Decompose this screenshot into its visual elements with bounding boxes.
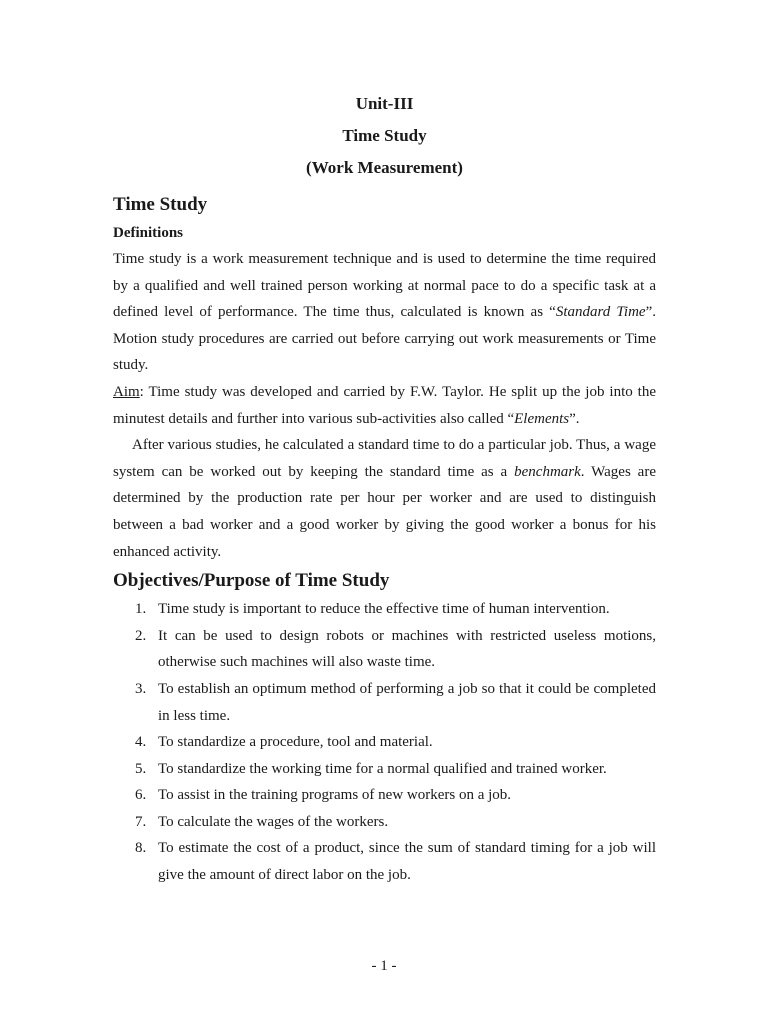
objectives-list [113, 596, 656, 889]
list-item: 1. Time study is important to reduce the effective time of human intervention. [135, 601, 610, 618]
section-heading-objectives: Objectives/Purpose of Time Study [113, 570, 390, 592]
list-item: 4. To standardize a procedure, tool and material. [135, 734, 433, 751]
subheading-definitions: Definitions [113, 225, 184, 241]
definition-paragraph: Time study is a work measurement technique and is used to determine the time required by a qualified and well trained person working at normal pace to do a specific task at a defined level of performance. The time thus, calculated is known as “Standard Time”. Motion study procedures are carried out before carrying out work measurements or Time study. [113, 251, 656, 374]
elements-term: Elements [514, 410, 570, 427]
aim-paragraph: Aim: Time study was developed and carried by F.W. Taylor. He split up the job into the minutest details and further into various sub-activities also called “Elements”. [113, 383, 656, 427]
wage-paragraph: After various studies, he calculated a standard time to do a particular job. Thus, a wage system can be worked out by keeping the standard time as a benchmark. Wages are determined by the production rate per hour per worker and are used to distinguish between a bad worker and a good worker by giving the good worker a bonus for his enhanced activity. [113, 437, 656, 560]
list-item: 6. To assist in the training programs of new workers on a job. [135, 787, 512, 804]
aim-label: Aim [113, 383, 140, 400]
standard-time-term: Standard Time [555, 304, 646, 321]
document-subtitle: (Work Measurement) [306, 158, 463, 177]
document-page [113, 88, 656, 889]
list-item: 2. It can be used to design robots or machines with restricted useless motions, otherwise such machines will also waste time. [135, 627, 656, 671]
page-number: - 1 - [371, 958, 397, 974]
list-item: 5. To standardize the working time for a normal qualified and trained worker. [135, 760, 607, 777]
benchmark-term: benchmark [514, 463, 581, 480]
list-item: 7. To calculate the wages of the workers. [135, 813, 389, 830]
document-title: Time Study [342, 126, 427, 145]
list-item: 8. To estimate the cost of a product, since the sum of standard timing for a job will give the amount of direct labor on the job. [135, 840, 656, 884]
unit-title: Unit-III [355, 94, 414, 113]
section-heading-time-study: Time Study [113, 194, 208, 215]
list-item: 3. To establish an optimum method of performing a job so that it could be completed in less time. [135, 680, 656, 724]
